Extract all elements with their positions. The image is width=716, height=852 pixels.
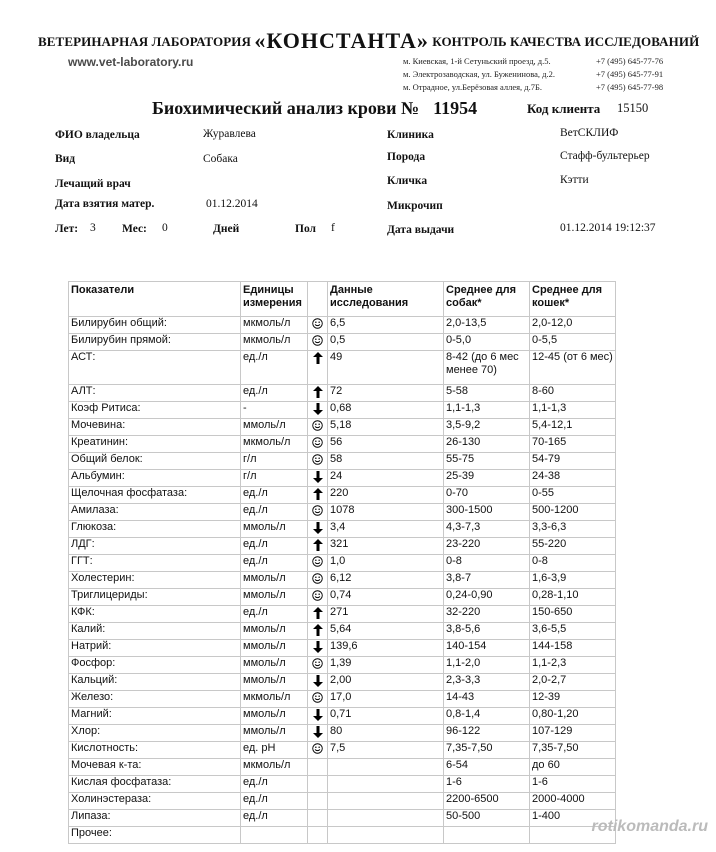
indicator-name: Хлор: bbox=[69, 725, 241, 742]
column-header: Единицы измерения bbox=[241, 282, 308, 317]
table-row bbox=[69, 827, 616, 844]
doctor-label: Лечащий врач bbox=[55, 178, 131, 190]
lab-brand: «КОНСТАНТА» bbox=[254, 28, 429, 53]
result-value: 6,5 bbox=[328, 317, 444, 334]
unit-cell: ммоль/л bbox=[241, 589, 308, 606]
indicator-name: Щелочная фосфатаза: bbox=[69, 487, 241, 504]
table-row bbox=[69, 487, 616, 504]
indicator-name: Железо: bbox=[69, 691, 241, 708]
result-value: 0,5 bbox=[328, 334, 444, 351]
table-row bbox=[69, 708, 616, 725]
cat-reference: 1,6-3,9 bbox=[530, 572, 616, 589]
smile-icon bbox=[312, 505, 323, 516]
status-icon-cell bbox=[308, 589, 328, 606]
table-row bbox=[69, 657, 616, 674]
cat-reference: 24-38 bbox=[530, 470, 616, 487]
unit-cell: ед./л bbox=[241, 810, 308, 827]
status-icon-cell bbox=[308, 419, 328, 436]
result-value bbox=[328, 759, 444, 776]
cat-reference: 5,4-12,1 bbox=[530, 419, 616, 436]
unit-cell: ед./л bbox=[241, 606, 308, 623]
arrow-down-icon bbox=[313, 675, 323, 687]
cat-reference: 55-220 bbox=[530, 538, 616, 555]
dog-reference: 0-8 bbox=[444, 555, 530, 572]
status-icon-cell bbox=[308, 402, 328, 419]
status-icon-cell bbox=[308, 742, 328, 759]
dog-reference: 2200-6500 bbox=[444, 793, 530, 810]
dog-reference: 140-154 bbox=[444, 640, 530, 657]
chip-label: Микрочип bbox=[387, 200, 443, 212]
indicator-name: Липаза: bbox=[69, 810, 241, 827]
cat-reference: 3,6-5,5 bbox=[530, 623, 616, 640]
result-value: 49 bbox=[328, 351, 444, 385]
species-label: Вид bbox=[55, 153, 76, 165]
phone-line: +7 (495) 645-77-98 bbox=[596, 82, 664, 92]
nickname-value: Кэтти bbox=[560, 174, 589, 186]
cat-reference: 1-6 bbox=[530, 776, 616, 793]
page-title bbox=[152, 98, 477, 119]
table-row bbox=[69, 606, 616, 623]
dog-reference: 0,24-0,90 bbox=[444, 589, 530, 606]
unit-cell: ммоль/л bbox=[241, 725, 308, 742]
table-row bbox=[69, 402, 616, 419]
cat-reference: 2000-4000 bbox=[530, 793, 616, 810]
indicator-name: Холестерин: bbox=[69, 572, 241, 589]
result-value: 321 bbox=[328, 538, 444, 555]
smile-icon bbox=[312, 590, 323, 601]
unit-cell bbox=[241, 827, 308, 844]
indicator-name: Общий белок: bbox=[69, 453, 241, 470]
dog-reference: 96-122 bbox=[444, 725, 530, 742]
unit-cell: ммоль/л bbox=[241, 572, 308, 589]
table-row bbox=[69, 453, 616, 470]
result-value: 1,0 bbox=[328, 555, 444, 572]
lab-header bbox=[38, 28, 699, 54]
dog-reference: 4,3-7,3 bbox=[444, 521, 530, 538]
smile-icon bbox=[312, 743, 323, 754]
table-row bbox=[69, 470, 616, 487]
cat-reference: 107-129 bbox=[530, 725, 616, 742]
result-value: 6,12 bbox=[328, 572, 444, 589]
cat-reference: 12-45 (от 6 мес) bbox=[530, 351, 616, 385]
table-row bbox=[69, 759, 616, 776]
result-value: 0,71 bbox=[328, 708, 444, 725]
smile-icon bbox=[312, 454, 323, 465]
cat-reference: 70-165 bbox=[530, 436, 616, 453]
result-value: 3,4 bbox=[328, 521, 444, 538]
indicator-name: КФК: bbox=[69, 606, 241, 623]
dog-reference: 14-43 bbox=[444, 691, 530, 708]
arrow-up-icon bbox=[313, 386, 323, 398]
smile-icon bbox=[312, 437, 323, 448]
indicator-name: Креатинин: bbox=[69, 436, 241, 453]
results-table bbox=[68, 281, 616, 844]
result-value bbox=[328, 810, 444, 827]
sample-date-label: Дата взятия матер. bbox=[55, 198, 155, 210]
client-code: 15150 bbox=[617, 101, 649, 115]
table-row bbox=[69, 623, 616, 640]
cat-reference: 1,1-1,3 bbox=[530, 402, 616, 419]
phone-line: +7 (495) 645-77-76 bbox=[596, 56, 664, 66]
address-line: м. Киевская, 1-й Сетуньский проезд, д.5. bbox=[403, 56, 551, 66]
dog-reference: 32-220 bbox=[444, 606, 530, 623]
arrow-down-icon bbox=[313, 471, 323, 483]
dog-reference: 7,35-7,50 bbox=[444, 742, 530, 759]
result-value: 220 bbox=[328, 487, 444, 504]
unit-cell: ед./л bbox=[241, 487, 308, 504]
dog-reference: 55-75 bbox=[444, 453, 530, 470]
cat-reference: 0,80-1,20 bbox=[530, 708, 616, 725]
dog-reference: 2,3-3,3 bbox=[444, 674, 530, 691]
column-header: Среднее для собак* bbox=[444, 282, 530, 317]
status-icon-cell bbox=[308, 674, 328, 691]
column-header: Показатели bbox=[69, 282, 241, 317]
table-row bbox=[69, 572, 616, 589]
unit-cell: ммоль/л bbox=[241, 657, 308, 674]
status-icon-cell bbox=[308, 317, 328, 334]
table-header-row bbox=[69, 282, 616, 317]
dog-reference: 8-42 (до 6 мес менее 70) bbox=[444, 351, 530, 385]
result-value: 271 bbox=[328, 606, 444, 623]
arrow-down-icon bbox=[313, 403, 323, 415]
dog-reference: 25-39 bbox=[444, 470, 530, 487]
result-value: 17,0 bbox=[328, 691, 444, 708]
indicator-name: Натрий: bbox=[69, 640, 241, 657]
result-value: 80 bbox=[328, 725, 444, 742]
status-icon-cell bbox=[308, 606, 328, 623]
unit-cell: ед./л bbox=[241, 504, 308, 521]
dog-reference: 50-500 bbox=[444, 810, 530, 827]
table-row bbox=[69, 793, 616, 810]
table-row bbox=[69, 504, 616, 521]
clinic-value: ВетСКЛИФ bbox=[560, 127, 619, 139]
months-label: Мес: bbox=[122, 223, 147, 235]
dog-reference: 1,1-2,0 bbox=[444, 657, 530, 674]
status-icon-cell bbox=[308, 708, 328, 725]
indicator-name: Триглицериды: bbox=[69, 589, 241, 606]
result-value: 0,68 bbox=[328, 402, 444, 419]
status-icon-cell bbox=[308, 725, 328, 742]
dog-reference: 23-220 bbox=[444, 538, 530, 555]
dog-reference: 26-130 bbox=[444, 436, 530, 453]
title-text: Биохимический анализ крови № bbox=[152, 98, 420, 118]
arrow-up-icon bbox=[313, 539, 323, 551]
status-icon-cell bbox=[308, 623, 328, 640]
cat-reference: 0,28-1,10 bbox=[530, 589, 616, 606]
table-row bbox=[69, 385, 616, 402]
status-icon-cell bbox=[308, 487, 328, 504]
arrow-up-icon bbox=[313, 607, 323, 619]
breed-value: Стафф-бультерьер bbox=[560, 150, 650, 162]
cat-reference: 0-5,5 bbox=[530, 334, 616, 351]
indicator-name: Кислая фосфатаза: bbox=[69, 776, 241, 793]
indicator-name: Магний: bbox=[69, 708, 241, 725]
status-icon-cell bbox=[308, 538, 328, 555]
watermark: rotikomanda.ru bbox=[591, 818, 708, 835]
result-value: 1078 bbox=[328, 504, 444, 521]
indicator-name: Билирубин прямой: bbox=[69, 334, 241, 351]
unit-cell: мкмоль/л bbox=[241, 691, 308, 708]
unit-cell: ед./л bbox=[241, 776, 308, 793]
years-label: Лет: bbox=[55, 223, 79, 235]
result-value: 58 bbox=[328, 453, 444, 470]
dog-reference: 1,1-1,3 bbox=[444, 402, 530, 419]
table-row bbox=[69, 334, 616, 351]
table-row bbox=[69, 776, 616, 793]
arrow-down-icon bbox=[313, 641, 323, 653]
table-row bbox=[69, 317, 616, 334]
result-value: 5,18 bbox=[328, 419, 444, 436]
cat-reference: 0-55 bbox=[530, 487, 616, 504]
smile-icon bbox=[312, 573, 323, 584]
unit-cell: ед./л bbox=[241, 538, 308, 555]
table-row bbox=[69, 538, 616, 555]
address-line: м. Электрозаводская, ул. Буженинова, д.2. bbox=[403, 69, 555, 79]
status-icon-cell bbox=[308, 827, 328, 844]
cat-reference: 150-650 bbox=[530, 606, 616, 623]
clinic-label: Клиника bbox=[387, 129, 434, 141]
table-row bbox=[69, 810, 616, 827]
table-row bbox=[69, 555, 616, 572]
status-icon-cell bbox=[308, 759, 328, 776]
status-icon-cell bbox=[308, 640, 328, 657]
status-icon-cell bbox=[308, 436, 328, 453]
cat-reference: 0-8 bbox=[530, 555, 616, 572]
indicator-name: Мочевина: bbox=[69, 419, 241, 436]
client-code-label: Код клиента bbox=[527, 101, 601, 116]
dog-reference: 3,8-7 bbox=[444, 572, 530, 589]
nickname-label: Кличка bbox=[387, 175, 428, 187]
cat-reference: 7,35-7,50 bbox=[530, 742, 616, 759]
result-value bbox=[328, 793, 444, 810]
unit-cell: ммоль/л bbox=[241, 640, 308, 657]
sex-value: f bbox=[331, 222, 335, 234]
result-value: 1,39 bbox=[328, 657, 444, 674]
days-label: Дней bbox=[213, 223, 240, 235]
cat-reference: 144-158 bbox=[530, 640, 616, 657]
status-icon-cell bbox=[308, 793, 328, 810]
indicator-name: Билирубин общий: bbox=[69, 317, 241, 334]
indicator-name: Коэф Ритиса: bbox=[69, 402, 241, 419]
cat-reference: 54-79 bbox=[530, 453, 616, 470]
dog-reference: 6-54 bbox=[444, 759, 530, 776]
result-value: 2,00 bbox=[328, 674, 444, 691]
table-row bbox=[69, 674, 616, 691]
indicator-name: ГГТ: bbox=[69, 555, 241, 572]
sample-date-value: 01.12.2014 bbox=[206, 198, 258, 210]
owner-label: ФИО владельца bbox=[55, 129, 140, 141]
column-header: Среднее для кошек* bbox=[530, 282, 616, 317]
dog-reference: 3,8-5,6 bbox=[444, 623, 530, 640]
result-value: 7,5 bbox=[328, 742, 444, 759]
result-value: 139,6 bbox=[328, 640, 444, 657]
unit-cell: ммоль/л bbox=[241, 521, 308, 538]
unit-cell: - bbox=[241, 402, 308, 419]
result-value: 72 bbox=[328, 385, 444, 402]
table-row bbox=[69, 589, 616, 606]
issue-date-label: Дата выдачи bbox=[387, 224, 455, 236]
arrow-down-icon bbox=[313, 726, 323, 738]
unit-cell: ммоль/л bbox=[241, 623, 308, 640]
cat-reference: 2,0-12,0 bbox=[530, 317, 616, 334]
cat-reference: 3,3-6,3 bbox=[530, 521, 616, 538]
arrow-down-icon bbox=[313, 709, 323, 721]
smile-icon bbox=[312, 420, 323, 431]
cat-reference: до 60 bbox=[530, 759, 616, 776]
smile-icon bbox=[312, 692, 323, 703]
unit-cell: г/л bbox=[241, 470, 308, 487]
status-icon-cell bbox=[308, 504, 328, 521]
indicator-name: Прочее: bbox=[69, 827, 241, 844]
table-row bbox=[69, 725, 616, 742]
result-value bbox=[328, 827, 444, 844]
lab-suffix: КОНТРОЛЬ КАЧЕСТВА ИССЛЕДОВАНИЙ bbox=[432, 34, 700, 49]
unit-cell: мкмоль/л bbox=[241, 317, 308, 334]
dog-reference: 0-5,0 bbox=[444, 334, 530, 351]
unit-cell: мкмоль/л bbox=[241, 759, 308, 776]
smile-icon bbox=[312, 335, 323, 346]
months-value: 0 bbox=[162, 222, 168, 234]
status-icon-cell bbox=[308, 555, 328, 572]
indicator-name: Калий: bbox=[69, 623, 241, 640]
table-row bbox=[69, 521, 616, 538]
arrow-up-icon bbox=[313, 352, 323, 364]
unit-cell: ед. pH bbox=[241, 742, 308, 759]
sex-label: Пол bbox=[295, 223, 316, 235]
result-value: 0,74 bbox=[328, 589, 444, 606]
cat-reference: 500-1200 bbox=[530, 504, 616, 521]
indicator-name: Глюкоза: bbox=[69, 521, 241, 538]
table-row bbox=[69, 691, 616, 708]
owner-value: Журавлева bbox=[203, 128, 256, 140]
cat-reference: 2,0-2,7 bbox=[530, 674, 616, 691]
indicator-name: Холинэстераза: bbox=[69, 793, 241, 810]
issue-date-value: 01.12.2014 19:12:37 bbox=[560, 222, 656, 234]
status-icon-cell bbox=[308, 351, 328, 385]
column-header bbox=[308, 282, 328, 317]
years-value: 3 bbox=[90, 222, 96, 234]
status-icon-cell bbox=[308, 334, 328, 351]
dog-reference: 5-58 bbox=[444, 385, 530, 402]
unit-cell: ммоль/л bbox=[241, 674, 308, 691]
arrow-up-icon bbox=[313, 488, 323, 500]
column-header: Данные исследования bbox=[328, 282, 444, 317]
smile-icon bbox=[312, 556, 323, 567]
result-value bbox=[328, 776, 444, 793]
smile-icon bbox=[312, 318, 323, 329]
status-icon-cell bbox=[308, 470, 328, 487]
cat-reference: 8-60 bbox=[530, 385, 616, 402]
lab-url[interactable]: www.vet-laboratory.ru bbox=[68, 55, 194, 69]
indicator-name: Альбумин: bbox=[69, 470, 241, 487]
dog-reference: 0-70 bbox=[444, 487, 530, 504]
cat-reference: 12-39 bbox=[530, 691, 616, 708]
status-icon-cell bbox=[308, 453, 328, 470]
result-value: 56 bbox=[328, 436, 444, 453]
unit-cell: ед./л bbox=[241, 351, 308, 385]
phone-line: +7 (495) 645-77-91 bbox=[596, 69, 664, 79]
dog-reference: 1-6 bbox=[444, 776, 530, 793]
indicator-name: Кислотность: bbox=[69, 742, 241, 759]
smile-icon bbox=[312, 658, 323, 669]
dog-reference: 2,0-13,5 bbox=[444, 317, 530, 334]
unit-cell: ммоль/л bbox=[241, 708, 308, 725]
status-icon-cell bbox=[308, 810, 328, 827]
dog-reference: 3,5-9,2 bbox=[444, 419, 530, 436]
status-icon-cell bbox=[308, 385, 328, 402]
indicator-name: Амилаза: bbox=[69, 504, 241, 521]
table-row bbox=[69, 351, 616, 385]
unit-cell: ед./л bbox=[241, 385, 308, 402]
table-row bbox=[69, 742, 616, 759]
indicator-name: АСТ: bbox=[69, 351, 241, 385]
indicator-name: Мочевая к-та: bbox=[69, 759, 241, 776]
cat-reference: 1-400 bbox=[530, 810, 616, 827]
table-row bbox=[69, 419, 616, 436]
indicator-name: Кальций: bbox=[69, 674, 241, 691]
unit-cell: ммоль/л bbox=[241, 419, 308, 436]
status-icon-cell bbox=[308, 691, 328, 708]
address-line: м. Отрадное, ул.Берёзовая аллея, д.7Б. bbox=[403, 82, 543, 92]
dog-reference: 300-1500 bbox=[444, 504, 530, 521]
lab-prefix: ВЕТЕРИНАРНАЯ ЛАБОРАТОРИЯ bbox=[38, 34, 251, 49]
unit-cell: ед./л bbox=[241, 793, 308, 810]
status-icon-cell bbox=[308, 572, 328, 589]
result-value: 24 bbox=[328, 470, 444, 487]
dog-reference bbox=[444, 827, 530, 844]
analysis-number: 11954 bbox=[433, 98, 478, 118]
species-value: Собака bbox=[203, 153, 238, 165]
status-icon-cell bbox=[308, 776, 328, 793]
indicator-name: ЛДГ: bbox=[69, 538, 241, 555]
status-icon-cell bbox=[308, 521, 328, 538]
unit-cell: г/л bbox=[241, 453, 308, 470]
unit-cell: мкмоль/л bbox=[241, 436, 308, 453]
table-row bbox=[69, 436, 616, 453]
status-icon-cell bbox=[308, 657, 328, 674]
unit-cell: ед./л bbox=[241, 555, 308, 572]
indicator-name: АЛТ: bbox=[69, 385, 241, 402]
cat-reference: 1,1-2,3 bbox=[530, 657, 616, 674]
arrow-up-icon bbox=[313, 624, 323, 636]
unit-cell: мкмоль/л bbox=[241, 334, 308, 351]
table-row bbox=[69, 640, 616, 657]
breed-label: Порода bbox=[387, 151, 426, 163]
result-value: 5,64 bbox=[328, 623, 444, 640]
indicator-name: Фосфор: bbox=[69, 657, 241, 674]
dog-reference: 0,8-1,4 bbox=[444, 708, 530, 725]
arrow-down-icon bbox=[313, 522, 323, 534]
